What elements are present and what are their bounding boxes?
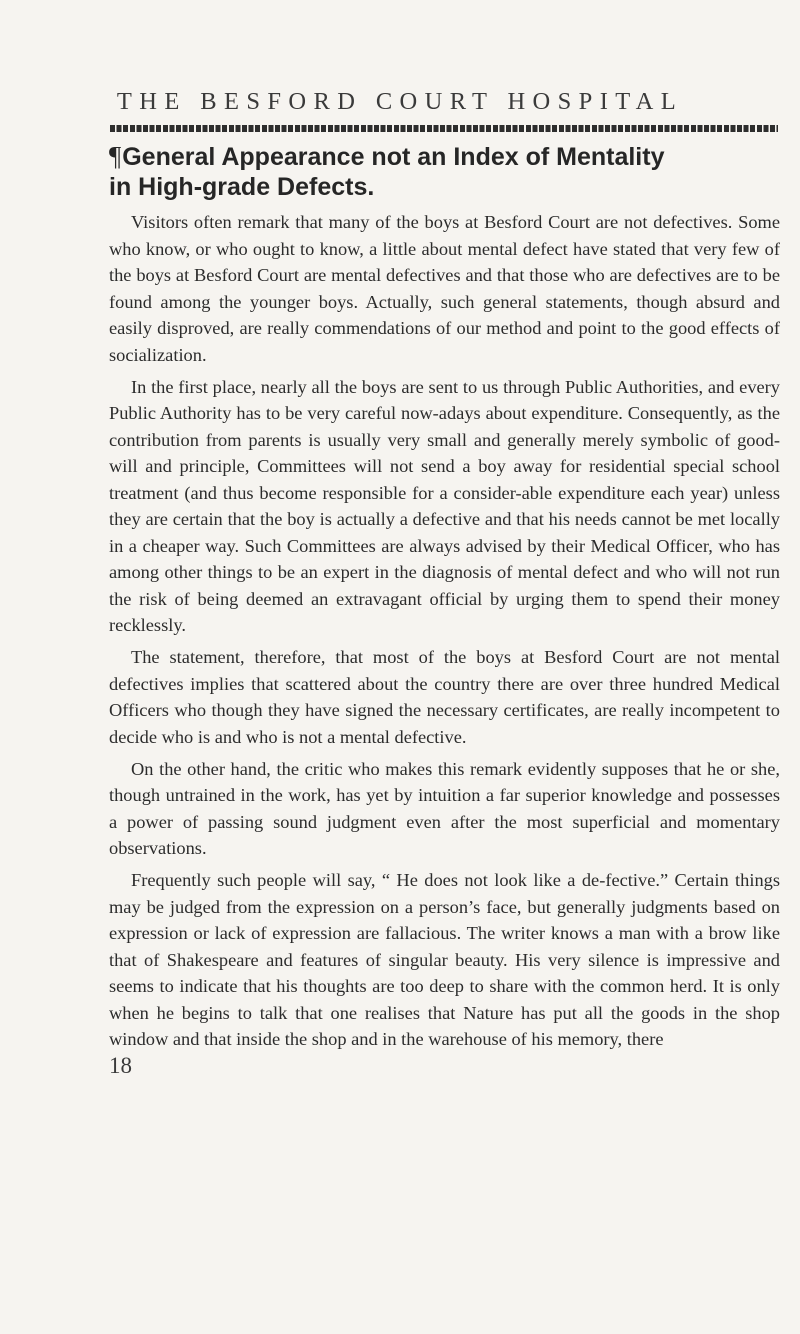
- page-number: 18: [109, 1053, 132, 1078]
- section-mark-icon: ¶: [109, 141, 122, 171]
- running-head: THE BESFORD COURT HOSPITAL: [116, 88, 684, 115]
- heading-line-2: in High-grade Defects.: [109, 173, 375, 201]
- body-text: [109, 209, 780, 1053]
- paragraph-5: Frequently such people will say, “ He does not look like a de-fective.” Certain things may be judged from the expression on a person’s face, but generally judgments based on expression or lack of expression are fallacious. The writer knows a man with a brow like that of Shakespeare and features of singular beauty. His very silence is impressive and seems to indicate that his thoughts are too deep to share with the common herd. It is only when he begins to talk that one realises that Nature has put all the goods in the shop window and that inside the shop and in the warehouse of his memory, there: [109, 870, 780, 1049]
- paragraph-2: In the first place, nearly all the boys are sent to us through Public Authorities, and every Public Authority has to be very careful now-adays about expenditure. Consequently, as the contribution from parents is usually very small and generally merely symbolic of good-will and principle, Committees will not send a boy away for residential special school treatment (and thus become responsible for a consider-able expenditure each year) unless they are certain that the boy is actually a defective and that his needs cannot be met locally in a cheaper way. Such Committees are always advised by their Medical Officer, who has among other things to be an expert in the diagnosis of mental defect and who will not run the risk of being deemed an extravagant official by urging them to spend their money recklessly.: [109, 376, 780, 635]
- section-heading: [109, 141, 789, 202]
- ornamental-rule: [110, 125, 778, 132]
- paragraph-1: Visitors often remark that many of the boys at Besford Court are not defectives. Some who know, or who ought to know, a little about mental defect have stated that very few of the boys at Besford Court are mental defectives and that those who are defectives are to be found among the younger boys. Actually, such general statements, though absurd and easily disproved, are really commendations of our method and point to the good effects of socialization.: [109, 212, 780, 365]
- paragraph-3: The statement, therefore, that most of the boys at Besford Court are not mental defectives implies that scattered about the country there are over three hundred Medical Officers who though they have signed the necessary certificates, are really incompetent to decide who is and who is not a mental defective.: [109, 647, 780, 747]
- paragraph-4: On the other hand, the critic who makes this remark evidently supposes that he or she, though untrained in the work, has yet by intuition a far superior knowledge and possesses a power of passing sound judgment even after the most superficial and momentary observations.: [109, 758, 780, 858]
- heading-line-1: General Appearance not an Index of Mentality: [122, 143, 665, 171]
